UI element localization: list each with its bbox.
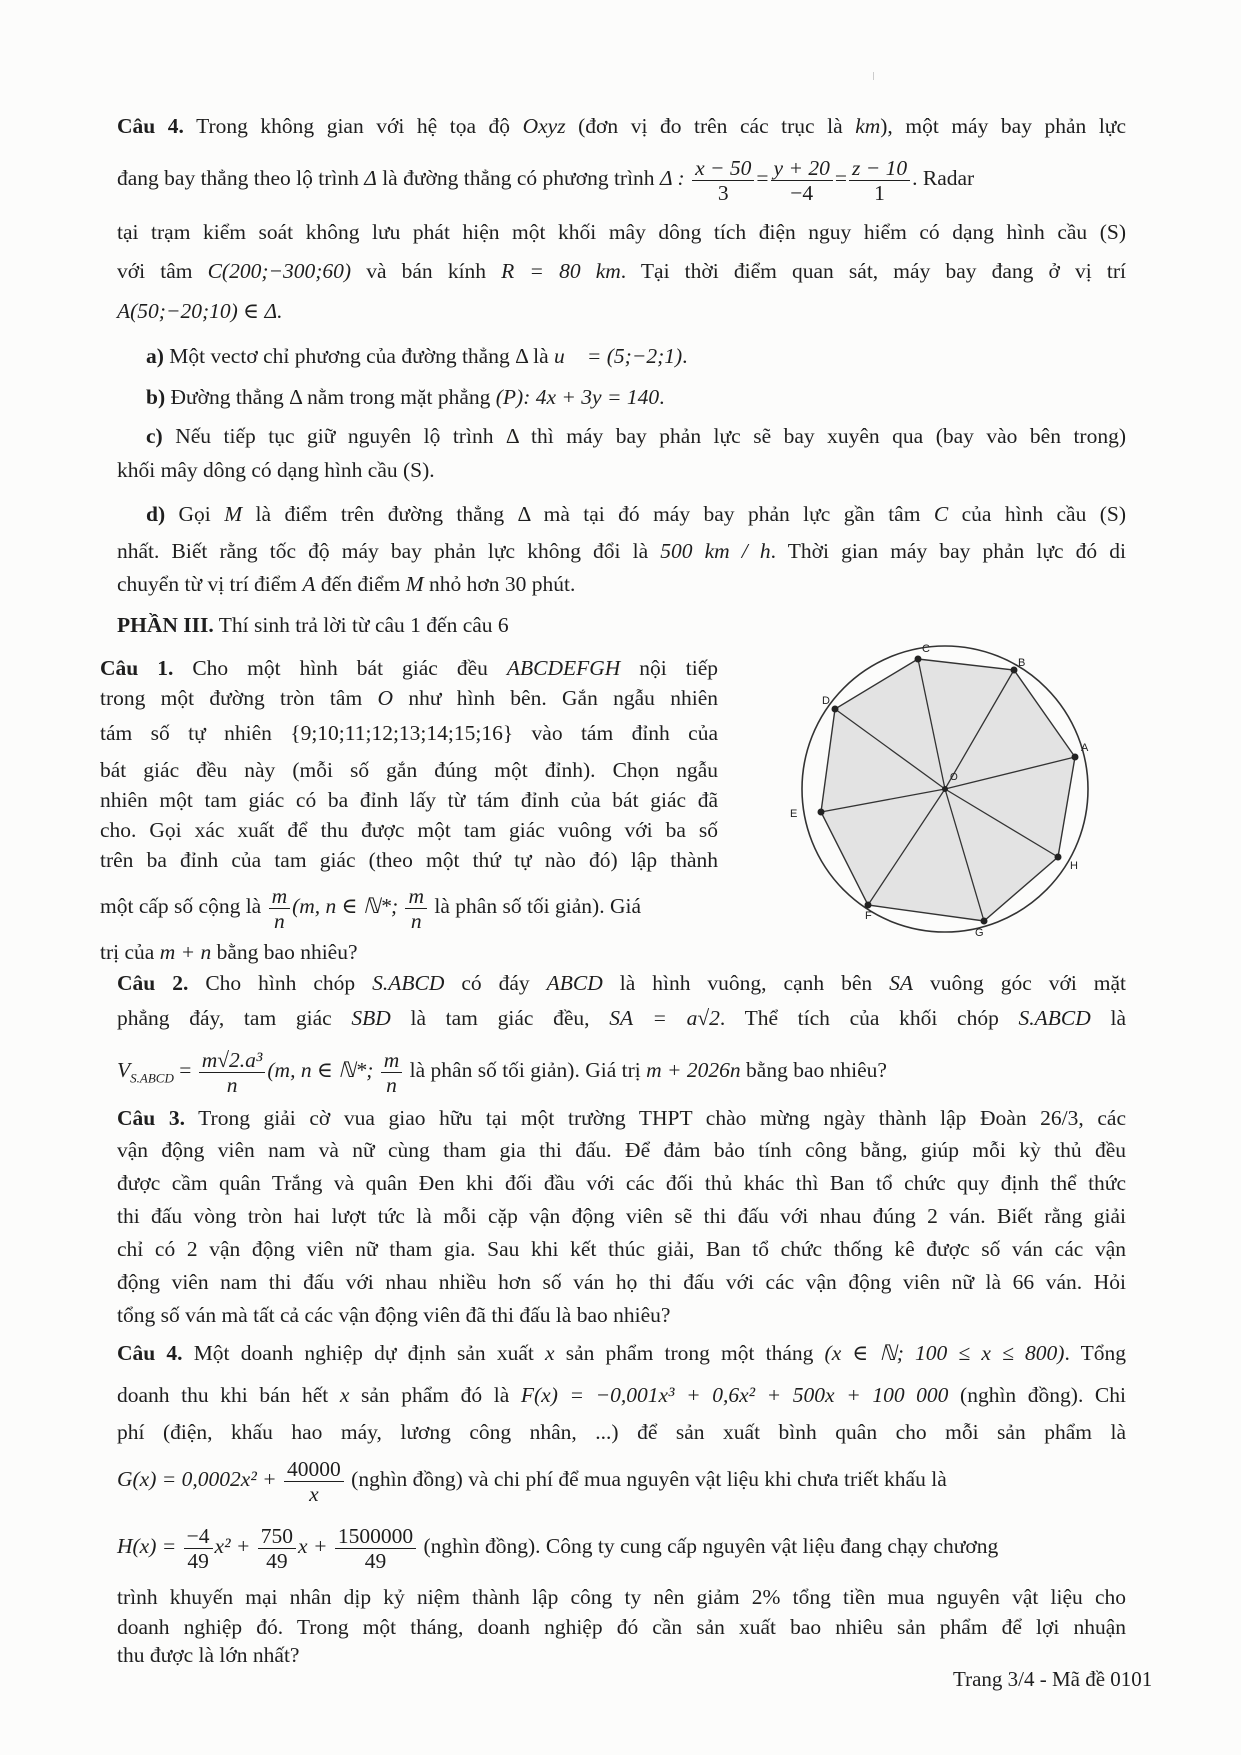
text: là phân số tối giản). Giá trị — [404, 1058, 647, 1082]
label-f: F — [865, 910, 872, 922]
option-label: a) — [146, 344, 164, 368]
text: là phân số tối giản). Giá — [429, 894, 641, 918]
math: (m, n ∈ ℕ*; — [267, 1058, 379, 1082]
math: 2% — [751, 1585, 781, 1609]
denominator: n — [386, 1072, 397, 1097]
math: A — [302, 572, 316, 596]
math: u⃗ = (5;−2;1) — [554, 344, 683, 368]
question-label: Câu 3. — [117, 1106, 185, 1130]
text: chuyển từ vị trí điểm — [117, 572, 303, 596]
vertex-h — [1055, 854, 1062, 861]
fraction — [405, 884, 427, 933]
text: = — [834, 166, 847, 190]
text: bằng bao nhiêu? — [740, 1058, 887, 1082]
math: M — [224, 502, 243, 526]
numerator: m — [381, 1048, 403, 1073]
text: ), một máy bay phản lực — [880, 114, 1126, 138]
vertex-e — [818, 809, 825, 816]
q1-line-7: trên ba đỉnh của tam giác (theo một thứ tự nào đó) lập thành — [100, 848, 718, 872]
text: là điểm trên đường thẳng Δ mà tại đó máy bay phản lực gần tâm — [242, 502, 934, 526]
math: (m, n ∈ ℕ*; — [292, 894, 404, 918]
math: km — [855, 114, 881, 138]
text: của hình cầu (S) — [948, 502, 1127, 526]
numerator: z − 10 — [849, 156, 910, 181]
text: Một vectơ chỉ phương của đường thẳng Δ là — [163, 344, 555, 368]
text: là hình vuông, cạnh bên — [602, 971, 890, 995]
question-label: Câu 4. — [117, 1341, 183, 1365]
label-h: H — [1070, 860, 1078, 872]
numerator: 750 — [258, 1524, 296, 1549]
question-label: Câu 2. — [117, 971, 189, 995]
q4-line-3: tại trạm kiểm soát không lưu phát hiện một khối mây dông tích điện nguy hiểm có dạng hình cầu (S) — [117, 220, 1126, 244]
fraction — [771, 156, 833, 205]
numerator: m — [405, 884, 427, 909]
label-b: B — [1018, 657, 1026, 669]
subscript: S.ABCD — [130, 1070, 174, 1086]
label-a: A — [1081, 742, 1089, 754]
q1-line-5: nhiên một tam giác có ba đỉnh lấy từ tám đỉnh của bát giác đã — [100, 788, 718, 812]
fraction — [335, 1524, 416, 1573]
text: trị của — [100, 940, 160, 964]
q4b-line-2 — [117, 1381, 1126, 1409]
text: trong một đường tròn tâm — [100, 686, 378, 710]
numerator: 1500000 — [335, 1524, 416, 1549]
q2-line-1 — [117, 969, 1126, 997]
math: 500 km / h — [660, 539, 771, 563]
denominator: x — [309, 1481, 319, 1506]
math: {9;10;11;12;13;14;15;16} — [290, 721, 514, 745]
q4b-line-6 — [117, 1583, 1126, 1611]
text: phẳng đáy, tam giác — [117, 1006, 352, 1030]
q2-line-2 — [117, 1004, 1126, 1032]
q4b-line-7: doanh nghiệp đó. Trong một tháng, doanh nghiệp đó cần sản xuất bao nhiêu sản phẩm để lợi nhuận — [117, 1615, 1126, 1639]
q4-option-a — [146, 342, 688, 370]
math: x + — [298, 1534, 333, 1558]
math: x² + — [214, 1534, 256, 1558]
text: Thí sinh trả lời từ câu 1 đến câu 6 — [213, 613, 509, 637]
math: S.ABCD — [1018, 1006, 1091, 1030]
q1-line-4: bát giác đều này (mỗi số gắn đúng một đỉnh). Chọn ngẫu — [100, 758, 718, 782]
text: như hình bên. Gắn ngẫu nhiên — [393, 686, 718, 710]
math: S.ABCD — [372, 971, 445, 995]
q1-line-3 — [100, 719, 718, 747]
text: đang bay thẳng theo lộ trình — [117, 166, 365, 190]
vertex-c — [915, 656, 922, 663]
text: . Tổng — [1064, 1341, 1126, 1365]
text: Cho một hình bát giác đều — [173, 656, 507, 680]
vertex-d — [832, 706, 839, 713]
label-d: D — [822, 695, 830, 707]
text: nhỏ hơn 30 phút. — [423, 572, 576, 596]
math: R = 80 km — [501, 259, 621, 283]
q1-line-8 — [100, 878, 641, 934]
q4-line-1 — [117, 112, 1126, 140]
q3-line-1 — [117, 1104, 1126, 1132]
numerator: 40000 — [284, 1457, 344, 1482]
fraction — [269, 884, 291, 933]
denominator: n — [226, 1072, 238, 1097]
denominator: 49 — [187, 1548, 209, 1573]
denominator: n — [273, 908, 285, 933]
text: Đường thẳng Δ nằm trong mặt phẳng — [165, 385, 496, 409]
math: x — [545, 1341, 555, 1365]
math: M — [405, 572, 424, 596]
math: (P): 4x + 3y = 140 — [495, 385, 660, 409]
text: một cấp số cộng là — [100, 894, 267, 918]
math: H(x) = — [117, 1534, 182, 1558]
part3-heading — [117, 611, 509, 639]
text: . Tại thời điểm quan sát, máy bay đang ở vị trí — [620, 259, 1126, 283]
text: doanh thu khi bán hết — [117, 1383, 340, 1407]
numerator: m — [269, 884, 291, 909]
q4-option-c-line-2: khối mây dông có dạng hình cầu (S). — [117, 458, 435, 482]
fraction — [849, 156, 910, 205]
question-label: Câu 4. — [117, 114, 184, 138]
text: và bán kính — [351, 259, 502, 283]
math: C(200;−300;60) — [207, 259, 352, 283]
q4b-line-3: phí (điện, khấu hao máy, lương công nhân, ...) để sản xuất bình quân cho mỗi sản phẩm là — [117, 1420, 1126, 1444]
text: (nghìn đồng) và chi phí để mua nguyên vật liệu khi chưa triết khấu là — [345, 1467, 947, 1491]
q4-line-5: A(50;−20;10) ∈ Δ. — [117, 299, 283, 323]
q2-line-3 — [117, 1040, 887, 1100]
numerator: y + 20 — [771, 156, 833, 181]
q1-line-2 — [100, 684, 718, 712]
math: SA — [889, 971, 913, 995]
q4-line-2 — [117, 150, 974, 206]
q3-line-4: thi đấu vòng tròn hai lượt tức là mỗi cặp vận động viên sẽ thi đấu với nhau đúng 2 ván. Biết rằng giải — [117, 1204, 1126, 1228]
label-e: E — [790, 808, 798, 820]
text: nội tiếp — [620, 656, 718, 680]
text: Nếu tiếp tục giữ nguyên lộ trình Δ thì máy bay phản lực sẽ bay xuyên qua (bay vào bên trong) — [162, 424, 1126, 448]
q1-line-9 — [100, 938, 358, 966]
text: Cho hình chóp — [188, 971, 373, 995]
q4b-line-8: thu được là lớn nhất? — [117, 1643, 300, 1667]
numerator: −4 — [184, 1524, 213, 1549]
denominator: −4 — [790, 180, 814, 205]
q4b-line-5 — [117, 1516, 998, 1576]
math: (x ∈ ℕ; 100 ≤ x ≤ 800) — [824, 1341, 1065, 1365]
q1-line-6: cho. Gọi xác xuất để thu được một tam giác vuông với ba số — [100, 818, 718, 842]
q3-line-6: động viên nam thi đấu với nhau nhiều hơn số ván họ thi đấu với các vận động viên nữ là 66 ván. Hỏi — [117, 1270, 1126, 1294]
text: trình khuyến mại nhân dịp kỷ niệm thành lập công ty nên giảm — [117, 1585, 752, 1609]
math: SBD — [351, 1006, 391, 1030]
text: là tam giác đều, — [390, 1006, 610, 1030]
q4b-line-4 — [117, 1449, 947, 1509]
text: (đơn vị đo trên các trục là — [565, 114, 856, 138]
fraction — [692, 156, 754, 205]
fraction — [184, 1524, 213, 1573]
numerator: m√2.a³ — [199, 1048, 266, 1073]
q4-option-d-line-1 — [146, 500, 1126, 528]
q4-option-d-line-3 — [117, 570, 575, 598]
q4-option-c-line-1 — [146, 422, 1126, 450]
text: là đường thẳng có phương trình — [376, 166, 660, 190]
text: với tâm — [117, 259, 208, 283]
q1-line-1 — [100, 654, 718, 682]
math: Δ — [364, 166, 377, 190]
math: x — [339, 1383, 350, 1407]
denominator: n — [410, 908, 422, 933]
q4b-line-1 — [117, 1339, 1126, 1367]
scan-mark — [873, 72, 874, 80]
q4-option-d-line-2 — [117, 537, 1126, 565]
math: V — [117, 1058, 131, 1082]
text: sản phẩm đó là — [349, 1383, 521, 1407]
text: nhất. Biết rằng tốc độ máy bay phản lực không đổi là — [117, 539, 661, 563]
q4-option-b — [146, 383, 664, 411]
part-title: PHẦN III. — [117, 613, 214, 637]
option-label: c) — [146, 424, 163, 448]
label-c: C — [922, 643, 930, 655]
text: là — [1090, 1006, 1126, 1030]
math: Oxyz — [522, 114, 566, 138]
text: Trong giải cờ vua giao hữu tại một trường THPT chào mừng ngày thành lập Đoàn 26/3, các — [184, 1106, 1126, 1130]
math: ABCDEFGH — [506, 656, 621, 680]
text: . — [659, 385, 665, 409]
math: SA = a√2 — [609, 1006, 720, 1030]
text: Trong không gian với hệ tọa độ — [183, 114, 523, 138]
denominator: 49 — [364, 1548, 387, 1573]
math: G(x) = 0,0002x² + — [117, 1467, 283, 1491]
text: bằng bao nhiêu? — [211, 940, 358, 964]
text: . Thể tích của khối chóp — [719, 1006, 1019, 1030]
vertex-a — [1072, 754, 1079, 761]
text: . Radar — [912, 166, 975, 190]
q3-line-3: được cầm quân Trắng và quân Đen khi đối đầu với các đối thủ khác thì Ban tổ chức quy định thể thức — [117, 1171, 1126, 1195]
denominator: 49 — [266, 1548, 288, 1573]
math: ABCD — [546, 971, 603, 995]
text: . Thời gian máy bay phản lực đó di — [770, 539, 1126, 563]
label-o: O — [950, 772, 958, 783]
q3-line-7: tổng số ván mà tất cả các vận động viên đã thi đấu là bao nhiêu? — [117, 1303, 671, 1327]
text: đến điểm — [315, 572, 406, 596]
numerator: x − 50 — [692, 156, 754, 181]
text: . — [682, 344, 688, 368]
question-label: Câu 1. — [100, 656, 174, 680]
text: = — [756, 166, 769, 190]
fraction — [381, 1048, 403, 1097]
math: Δ : — [659, 166, 685, 190]
text: Một doanh nghiệp dự định sản xuất — [182, 1341, 546, 1365]
text: sản phẩm trong một tháng — [554, 1341, 825, 1365]
text: vào tám đỉnh của — [513, 721, 718, 745]
text: có đáy — [444, 971, 547, 995]
octagon — [821, 659, 1075, 921]
text: tổng tiền mua nguyên vật liệu cho — [780, 1585, 1126, 1609]
q3-line-5: chỉ có 2 vận động viên nữ tham gia. Sau khi kết thúc giải, Ban tổ chức thống kê được số ván các vận — [117, 1237, 1126, 1261]
option-label: b) — [146, 385, 166, 409]
q4-line-4 — [117, 257, 1126, 285]
text: (nghìn đồng). Chi — [948, 1383, 1126, 1407]
denominator: 1 — [874, 180, 885, 205]
text: = — [173, 1058, 197, 1082]
fraction — [284, 1457, 344, 1506]
center-o — [942, 786, 948, 792]
text: vuông góc với mặt — [913, 971, 1127, 995]
text: tám số tự nhiên — [100, 721, 291, 745]
vertex-f — [865, 902, 872, 909]
page-footer: Trang 3/4 - Mã đề 0101 — [953, 1667, 1153, 1691]
octagon-figure — [770, 640, 1100, 940]
fraction — [258, 1524, 296, 1573]
math: O — [377, 686, 394, 710]
math: F(x) = −0,001x³ + 0,6x² + 500x + 100 000 — [520, 1383, 949, 1407]
text: Gọi — [165, 502, 225, 526]
vertex-g — [981, 918, 988, 925]
q3-line-2: vận động viên nam và nữ cùng tham gia thi đấu. Để đảm bảo tính công bằng, giúp mỗi kỳ thủ đều — [117, 1138, 1126, 1162]
math: m + n — [159, 940, 212, 964]
label-g: G — [975, 927, 984, 939]
math: m + 2026n — [646, 1058, 741, 1082]
math: C — [933, 502, 949, 526]
option-label: d) — [146, 502, 166, 526]
denominator: 3 — [717, 180, 729, 205]
fraction — [199, 1048, 266, 1097]
text: (nghìn đồng). Công ty cung cấp nguyên vật liệu đang chạy chương — [418, 1534, 999, 1558]
vertex-b — [1011, 667, 1018, 674]
